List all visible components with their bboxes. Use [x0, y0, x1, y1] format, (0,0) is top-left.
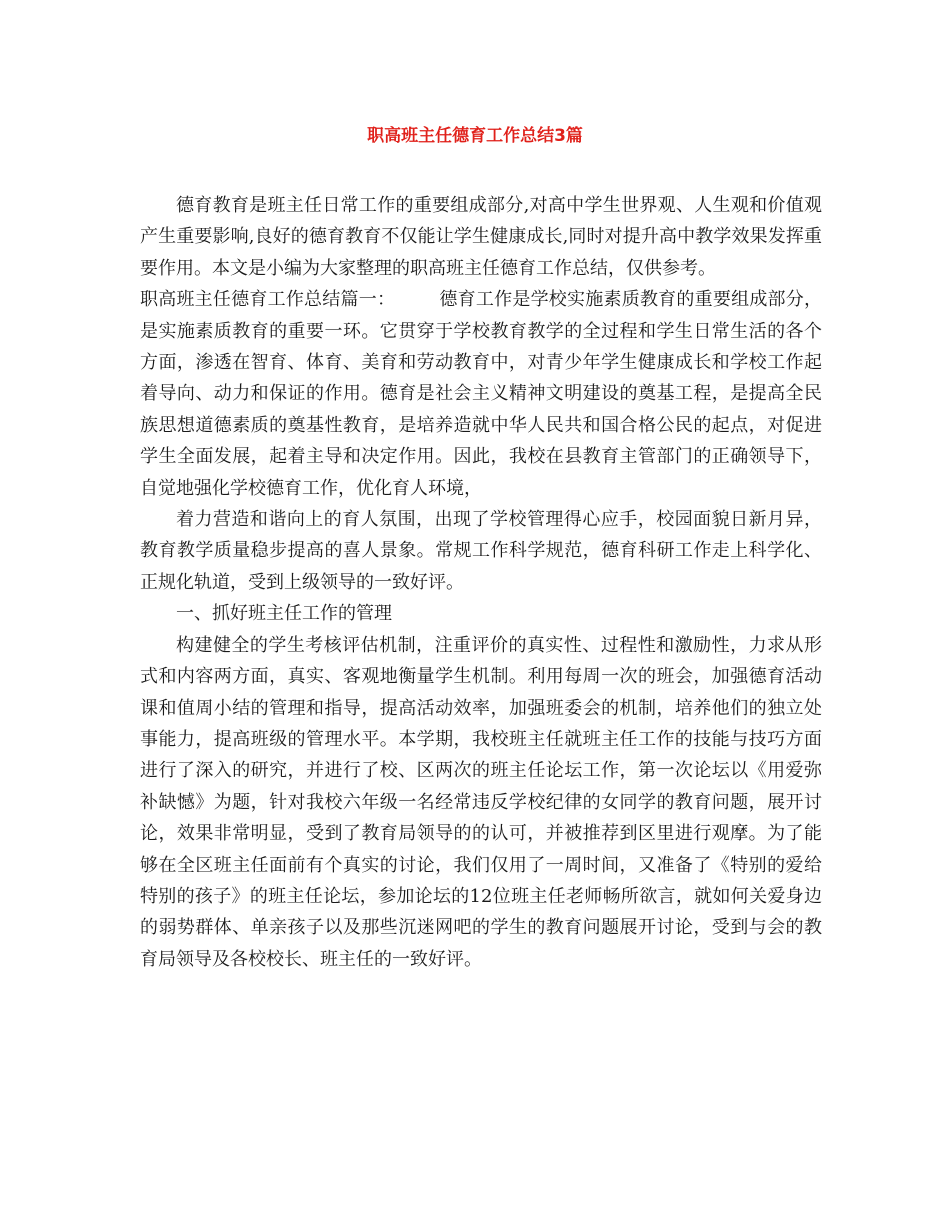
- paragraph-3: 构建健全的学生考核评估机制，注重评价的真实性、过程性和激励性，力求从形式和内容两方面，真实、客观地衡量学生机制。利用每周一次的班会，加强德育活动课和值周小结的管理和指导，提高活动效率，加强班委会的机制，培养他们的独立处事能力，提高班级的管理水平。本学期，我校班主任就班主任工作的技能与技巧方面进行了深入的研究，并进行了校、区两次的班主任论坛工作，第一次论坛以《用爱弥补缺憾》为题，针对我校六年级一名经常违反学校纪律的女同学的教育问题，展开讨论，效果非常明显，受到了教育局领导的的认可，并被推荐到区里进行观摩。为了能够在全区班主任面前有个真实的讨论，我们仅用了一周时间，又准备了《特别的爱给特别的孩子》的班主任论坛，参加论坛的12位班主任老师畅所欲言，就如何关爱身边的弱势群体、单亲孩子以及那些沉迷网吧的学生的教育问题展开讨论，受到与会的教育局领导及各校校长、班主任的一致好评。: [140, 634, 822, 970]
- document-body: [140, 190, 822, 975]
- section-heading: 职高班主任德育工作总结篇一：: [140, 289, 396, 311]
- intro-paragraph: 德育教育是班主任日常工作的重要组成部分,对高中学生世界观、人生观和价值观产生重要影响,良好的德育教育不仅能让学生健康成长,同时对提升高中教学效果发挥重要作用。本文是小编为大家整理的职高班主任德育工作总结，仅供参考。: [140, 195, 822, 279]
- subheading-1: 一、抓好班主任工作的管理: [176, 603, 392, 625]
- document-title: 职高班主任德育工作总结3篇: [367, 126, 583, 146]
- section-paragraph: [140, 284, 822, 504]
- paragraph-2: 着力营造和谐向上的育人氛围，出现了学校管理得心应手，校园面貌日新月异，教育教学质量稳步提高的喜人景象。常规工作科学规范，德育科研工作走上科学化、正规化轨道，受到上级领导的一致好评。: [140, 509, 822, 593]
- section-body: 德育工作是学校实施素质教育的重要组成部分，是实施素质教育的重要一环。它贯穿于学校教育教学的全过程和学生日常生活的各个方面，渗透在智育、体育、美育和劳动教育中，对青少年学生健康成长和学校工作起着导向、动力和保证的作用。德育是社会主义精神文明建设的奠基工程，是提高全民族思想道德素质的奠基性教育，是培养造就中华人民共和国合格公民的起点，对促进学生全面发展，起着主导和决定作用。因此，我校在县教育主管部门的正确领导下，自觉地强化学校德育工作，优化育人环境，: [140, 289, 823, 499]
